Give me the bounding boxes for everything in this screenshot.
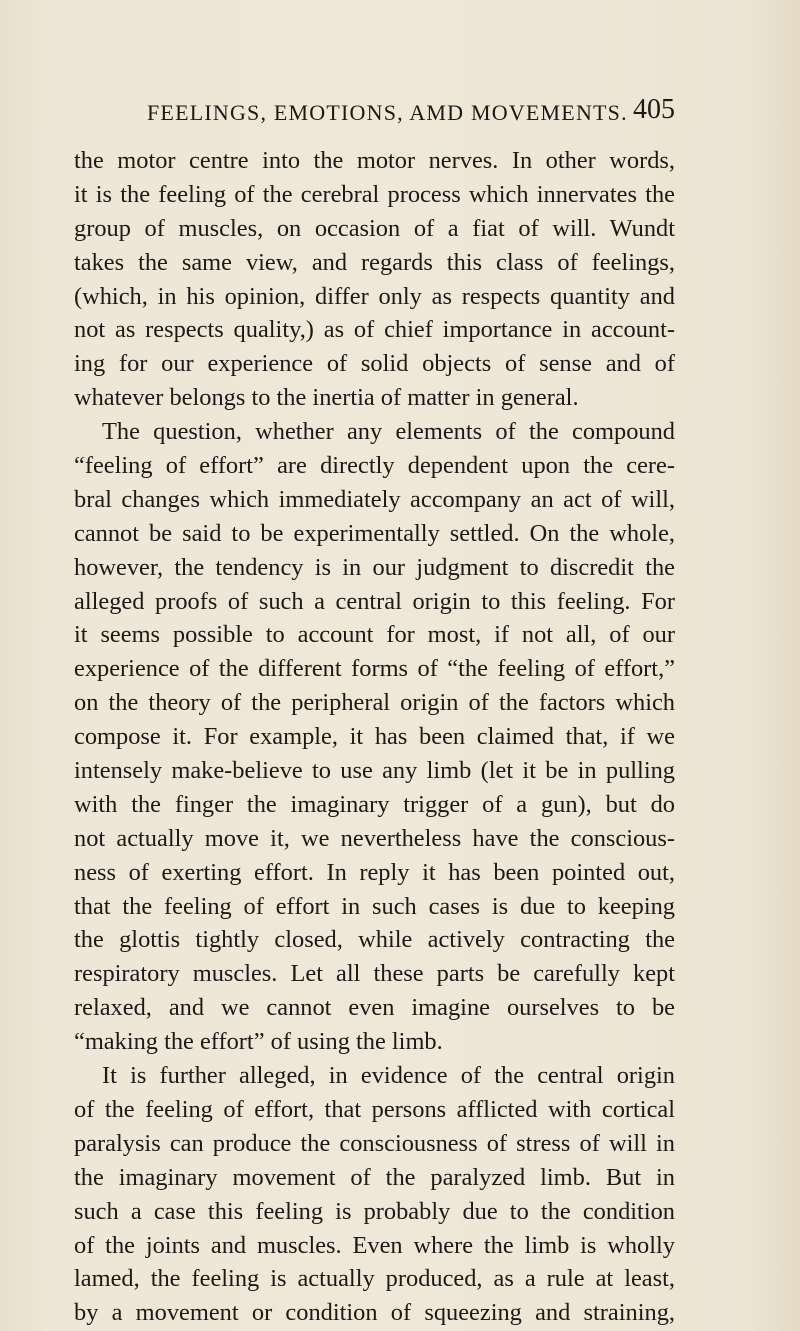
text-line: that the feeling of effort in such cases is due to keeping [74, 892, 675, 920]
body-text [74, 144, 675, 1330]
text-line: the imaginary movement of the paralyzed limb. But in [74, 1163, 675, 1191]
text-line: whatever belongs to the inertia of matter in general. [74, 384, 579, 412]
text-line: of the joints and muscles. Even where the limb is wholly [74, 1231, 675, 1259]
page-number: 405 [633, 94, 675, 125]
text-line: it seems possible to account for most, if not all, of our [74, 621, 675, 649]
text-line: on the theory of the peripheral origin of the factors which [74, 689, 675, 717]
text-line: not as respects quality,) as of chief importance in account- [74, 316, 675, 344]
text-line: with the finger the imaginary trigger of a gun), but do [74, 790, 675, 818]
text-line: takes the same view, and regards this class of feelings, [74, 248, 675, 276]
text-line: of the feeling of effort, that persons afflicted with cortical [74, 1095, 675, 1123]
text-line: experience of the different forms of “the feeling of effort,” [74, 655, 675, 683]
text-line: it is the feeling of the cerebral process which innervates the [74, 180, 675, 208]
text-line: (which, in his opinion, differ only as respects quantity and [74, 282, 675, 310]
text-line: however, the tendency is in our judgment to discredit the [74, 553, 675, 581]
text-line: ness of exerting effort. In reply it has been pointed out, [74, 858, 675, 886]
paragraph-start-line: The question, whether any elements of the compound [102, 418, 675, 446]
text-line: bral changes which immediately accompany an act of will, [74, 485, 675, 513]
text-line: ing for our experience of solid objects of sense and of [74, 350, 675, 378]
text-line: respiratory muscles. Let all these parts be carefully kept [74, 960, 675, 988]
text-line: by a movement or condition of squeezing and straining, [74, 1299, 675, 1327]
text-line: paralysis can produce the consciousness of stress of will in [74, 1129, 675, 1157]
text-line: cannot be said to be experimentally settled. On the whole, [74, 519, 675, 547]
text-line: relaxed, and we cannot even imagine ourselves to be [74, 994, 675, 1022]
paragraph-start-line: It is further alleged, in evidence of the central origin [102, 1062, 675, 1090]
text-line: “feeling of effort” are directly dependent upon the cere- [74, 452, 675, 480]
text-line: alleged proofs of such a central origin to this feeling. For [74, 587, 675, 615]
text-line: lamed, the feeling is actually produced, as a rule at least, [74, 1265, 675, 1293]
text-line: such a case this feeling is probably due to the condition [74, 1197, 675, 1225]
running-title: FEELINGS, EMOTIONS, AMD MOVEMENTS. [147, 100, 628, 125]
text-line: group of muscles, on occasion of a fiat of will. Wundt [74, 214, 675, 242]
text-line: the glottis tightly closed, while actively contracting the [74, 926, 675, 954]
text-line: not actually move it, we nevertheless have the conscious- [74, 824, 675, 852]
text-line: intensely make-believe to use any limb (let it be in pulling [74, 757, 675, 785]
text-line: compose it. For example, it has been claimed that, if we [74, 723, 675, 751]
running-head [147, 92, 675, 132]
text-line: the motor centre into the motor nerves. In other words, [74, 147, 675, 174]
text-line: “making the effort” of using the limb. [74, 1028, 443, 1056]
